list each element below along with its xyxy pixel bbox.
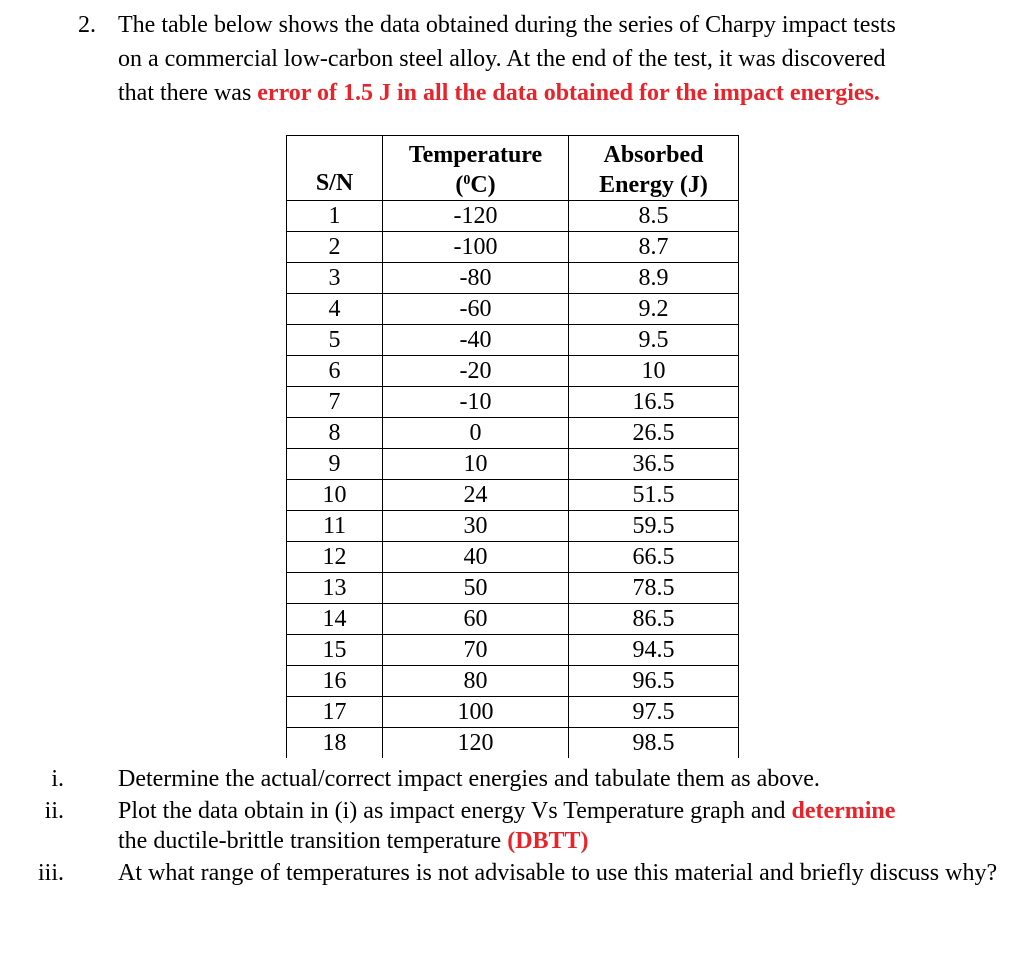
cell-sn: 10 bbox=[287, 480, 383, 511]
cell-temperature: 0 bbox=[383, 418, 569, 449]
table-row bbox=[287, 542, 739, 573]
cell-temperature: -40 bbox=[383, 325, 569, 356]
table-row bbox=[287, 294, 739, 325]
task-text-iii: At what range of temperatures is not advisable to use this material and briefly discuss why? bbox=[118, 860, 998, 886]
cell-sn: 18 bbox=[287, 728, 383, 759]
task-ii-plain: Plot the data obtain in (i) as impact energy Vs Temperature graph and bbox=[118, 798, 792, 824]
cell-energy: 96.5 bbox=[569, 666, 739, 697]
header-temp-degree: 0 bbox=[463, 173, 471, 188]
header-temp-unit: C) bbox=[470, 172, 496, 198]
cell-temperature: 120 bbox=[383, 728, 569, 759]
header-temperature-line1: Temperature bbox=[408, 142, 543, 168]
task-item-ii bbox=[0, 796, 1024, 856]
cell-energy: 94.5 bbox=[569, 635, 739, 666]
table-body bbox=[287, 201, 739, 759]
header-energy bbox=[569, 136, 739, 201]
error-highlight: error of 1.5 J in all the data obtained for the impact energies. bbox=[257, 80, 880, 106]
task-ii-determine: determine bbox=[791, 798, 896, 824]
table-row bbox=[287, 356, 739, 387]
cell-energy: 66.5 bbox=[569, 542, 739, 573]
table-row bbox=[287, 325, 739, 356]
cell-sn: 5 bbox=[287, 325, 383, 356]
cell-sn: 1 bbox=[287, 201, 383, 232]
cell-temperature: -10 bbox=[383, 387, 569, 418]
cell-energy: 98.5 bbox=[569, 728, 739, 759]
cell-energy: 16.5 bbox=[569, 387, 739, 418]
task-list bbox=[0, 764, 1024, 890]
cell-energy: 8.9 bbox=[569, 263, 739, 294]
table-row bbox=[287, 480, 739, 511]
task-ii-plain2: the ductile-brittle transition temperature bbox=[118, 828, 508, 854]
header-temperature bbox=[383, 136, 569, 201]
cell-temperature: 70 bbox=[383, 635, 569, 666]
task-ii-dbtt: (DBTT) bbox=[507, 828, 589, 854]
cell-energy: 59.5 bbox=[569, 511, 739, 542]
question-number: 2. bbox=[78, 12, 96, 38]
table-row bbox=[287, 573, 739, 604]
charpy-data-table bbox=[286, 135, 739, 758]
cell-sn: 6 bbox=[287, 356, 383, 387]
table-row bbox=[287, 635, 739, 666]
cell-energy: 78.5 bbox=[569, 573, 739, 604]
cell-energy: 36.5 bbox=[569, 449, 739, 480]
task-number-ii: ii. bbox=[44, 798, 64, 824]
task-text-i: Determine the actual/correct impact energies and tabulate them as above. bbox=[118, 766, 820, 792]
header-temp-open: ( bbox=[455, 172, 464, 198]
table-header-row bbox=[287, 136, 739, 201]
table-row bbox=[287, 728, 739, 759]
cell-energy: 97.5 bbox=[569, 697, 739, 728]
cell-energy: 9.2 bbox=[569, 294, 739, 325]
cell-sn: 12 bbox=[287, 542, 383, 573]
question-intro bbox=[118, 8, 998, 110]
cell-temperature: 100 bbox=[383, 697, 569, 728]
cell-sn: 4 bbox=[287, 294, 383, 325]
cell-temperature: 80 bbox=[383, 666, 569, 697]
cell-sn: 15 bbox=[287, 635, 383, 666]
table-row bbox=[287, 666, 739, 697]
table-row bbox=[287, 418, 739, 449]
cell-energy: 8.7 bbox=[569, 232, 739, 263]
table-row bbox=[287, 511, 739, 542]
intro-line-2: on a commercial low-carbon steel alloy. At the end of the test, it was discovered bbox=[118, 46, 886, 72]
cell-sn: 17 bbox=[287, 697, 383, 728]
task-number-iii: iii. bbox=[37, 860, 64, 886]
cell-temperature: 10 bbox=[383, 449, 569, 480]
cell-energy: 8.5 bbox=[569, 201, 739, 232]
task-text-ii bbox=[118, 796, 998, 856]
cell-sn: 14 bbox=[287, 604, 383, 635]
intro-line-3 bbox=[118, 76, 998, 110]
cell-temperature: 40 bbox=[383, 542, 569, 573]
header-sn: S/N bbox=[287, 136, 383, 201]
cell-temperature: 30 bbox=[383, 511, 569, 542]
task-item-iii bbox=[0, 858, 1024, 888]
header-energy-line1: Absorbed bbox=[603, 142, 704, 168]
cell-energy: 26.5 bbox=[569, 418, 739, 449]
task-number-i: i. bbox=[51, 766, 64, 792]
cell-temperature: -100 bbox=[383, 232, 569, 263]
cell-temperature: -120 bbox=[383, 201, 569, 232]
header-temperature-line2 bbox=[383, 170, 568, 200]
cell-temperature: 50 bbox=[383, 573, 569, 604]
cell-sn: 13 bbox=[287, 573, 383, 604]
table-row bbox=[287, 263, 739, 294]
table-row bbox=[287, 232, 739, 263]
task-item-i bbox=[0, 764, 1024, 794]
cell-energy: 9.5 bbox=[569, 325, 739, 356]
cell-sn: 16 bbox=[287, 666, 383, 697]
cell-sn: 3 bbox=[287, 263, 383, 294]
table-row bbox=[287, 697, 739, 728]
cell-sn: 7 bbox=[287, 387, 383, 418]
cell-energy: 86.5 bbox=[569, 604, 739, 635]
cell-sn: 2 bbox=[287, 232, 383, 263]
cell-sn: 8 bbox=[287, 418, 383, 449]
cell-energy: 10 bbox=[569, 356, 739, 387]
cell-sn: 9 bbox=[287, 449, 383, 480]
cell-temperature: 60 bbox=[383, 604, 569, 635]
cell-temperature: -60 bbox=[383, 294, 569, 325]
table-row bbox=[287, 604, 739, 635]
cell-temperature: -20 bbox=[383, 356, 569, 387]
table-row bbox=[287, 201, 739, 232]
cell-energy: 51.5 bbox=[569, 480, 739, 511]
intro-line-1: The table below shows the data obtained during the series of Charpy impact tests bbox=[118, 12, 896, 38]
cell-temperature: 24 bbox=[383, 480, 569, 511]
table-row bbox=[287, 449, 739, 480]
intro-line-3-plain: that there was bbox=[118, 80, 258, 106]
table-row bbox=[287, 387, 739, 418]
header-energy-line2: Energy (J) bbox=[599, 172, 708, 198]
cell-temperature: -80 bbox=[383, 263, 569, 294]
cell-sn: 11 bbox=[287, 511, 383, 542]
